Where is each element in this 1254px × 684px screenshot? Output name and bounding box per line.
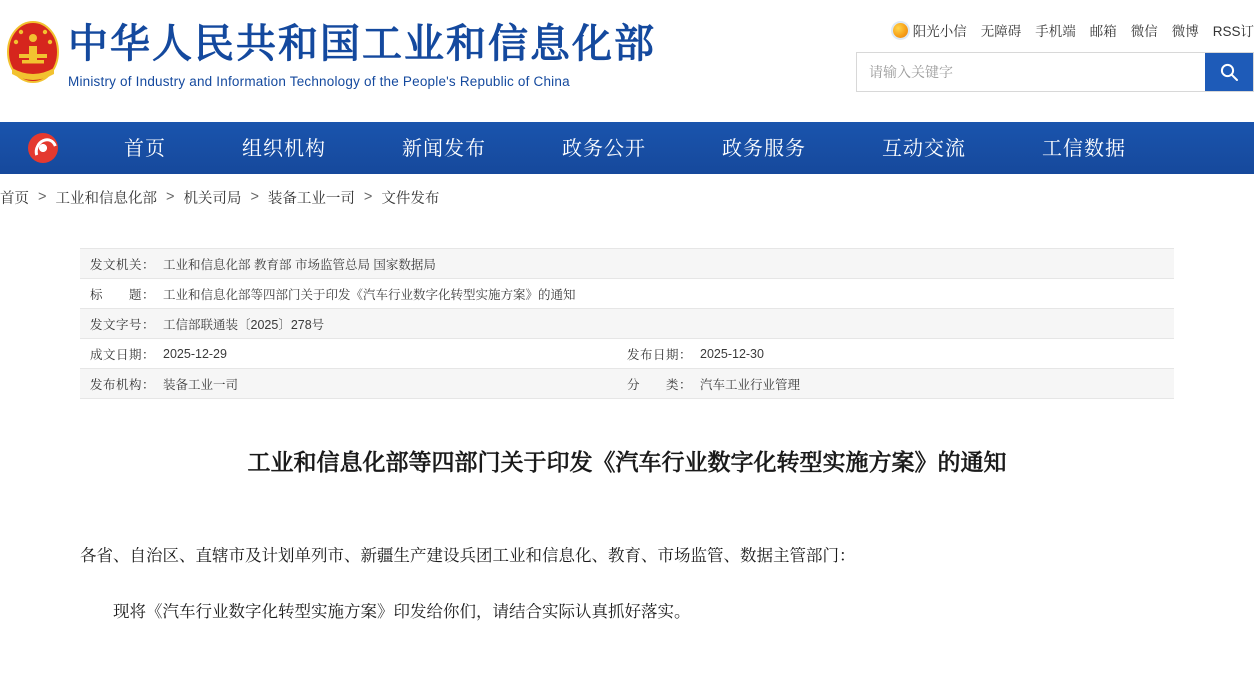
national-emblem-icon: [6, 18, 60, 90]
breadcrumb-separator: >: [250, 189, 259, 205]
metadata-row-document-number: [80, 309, 1174, 339]
site-title-block: [68, 18, 656, 89]
main-nav: [0, 122, 1254, 174]
site-title-cn: 中华人民共和国工业和信息化部: [68, 21, 656, 67]
metadata-label: 发文机关：: [90, 257, 156, 272]
nav-item-news[interactable]: 新闻发布: [402, 136, 486, 160]
search-bar: [856, 52, 1254, 92]
breadcrumb-item-equipment-dept[interactable]: 装备工业一司: [267, 190, 355, 207]
metadata-value: 工业和信息化部 教育部 市场监管总局 国家数据局: [163, 257, 436, 272]
metadata-row-title: [80, 279, 1174, 309]
nav-item-home[interactable]: 首页: [124, 136, 166, 160]
utility-item-weibo[interactable]: 微博: [1171, 24, 1199, 39]
search-icon: [1219, 62, 1239, 82]
site-title-en: Ministry of Industry and Information Technology of the People's Republic of China: [68, 74, 570, 89]
nav-item-data[interactable]: 工信数据: [1042, 136, 1126, 160]
metadata-label: 分 类：: [627, 377, 693, 392]
metadata-row-dates: [80, 339, 1174, 369]
search-button[interactable]: [1205, 53, 1253, 91]
breadcrumb-item-miit[interactable]: 工业和信息化部: [55, 190, 157, 207]
metadata-value: 装备工业一司: [163, 377, 239, 392]
nav-item-government-services[interactable]: 政务服务: [722, 136, 806, 160]
metadata-label: 成文日期：: [90, 347, 156, 362]
nav-item-list: [86, 122, 1254, 174]
metadata-value: 2025-12-30: [700, 346, 764, 361]
metadata-value: 工信部联通装〔2025〕278号: [163, 317, 325, 332]
metadata-value: 工业和信息化部等四部门关于印发《汽车行业数字化转型实施方案》的通知: [163, 287, 576, 302]
metadata-cell-drafting-date: [90, 345, 627, 363]
metadata-cell-category: [627, 375, 1164, 393]
utility-item-sunshine[interactable]: [893, 20, 967, 40]
document-metadata-table: [80, 248, 1174, 399]
sun-assistant-icon: [893, 23, 908, 38]
metadata-label: 发布机构：: [90, 377, 156, 392]
article-paragraph: 各省、自治区、直辖市及计划单列市、新疆生产建设兵团工业和信息化、教育、市场监管、数据主管部门：: [80, 546, 856, 565]
page-title: 工业和信息化部等四部门关于印发《汽车行业数字化转型实施方案》的通知: [247, 450, 1007, 476]
metadata-value: 汽车工业行业管理: [700, 377, 801, 392]
article-body: [80, 539, 1174, 629]
search-input[interactable]: [857, 53, 1205, 91]
utility-item-mobile[interactable]: 手机端: [1035, 24, 1076, 39]
breadcrumb-separator: >: [165, 189, 175, 205]
metadata-label: 发文字号：: [90, 317, 156, 332]
breadcrumb-item-documents[interactable]: 文件发布: [381, 190, 440, 207]
breadcrumb-item-home[interactable]: 首页: [0, 190, 29, 207]
miit-swirl-logo-icon: [0, 133, 86, 163]
main-content: [0, 248, 1254, 629]
utility-item-rss[interactable]: RSS订: [1212, 24, 1254, 39]
nav-item-government-affairs[interactable]: 政务公开: [562, 136, 646, 160]
breadcrumb-item-departments[interactable]: 机关司局: [183, 190, 242, 207]
site-header: [0, 0, 1254, 122]
utility-item-mail[interactable]: 邮箱: [1089, 24, 1117, 39]
utility-item-accessibility[interactable]: 无障碍: [980, 24, 1022, 39]
metadata-cell-publishing-agency: [90, 375, 627, 393]
utility-links: [893, 20, 1254, 40]
metadata-label: 标 题：: [90, 287, 156, 302]
metadata-cell-publish-date: [627, 345, 1164, 363]
utility-item-label: 阳光小信: [912, 24, 967, 39]
metadata-value: 2025-12-29: [163, 346, 227, 361]
breadcrumb: [0, 174, 1254, 220]
metadata-row-agency-category: [80, 369, 1174, 399]
nav-item-organization[interactable]: 组织机构: [242, 136, 326, 160]
article-paragraph: 现将《汽车行业数字化转型实施方案》印发给你们，请结合实际认真抓好落实。: [113, 602, 691, 621]
breadcrumb-separator: >: [363, 189, 373, 205]
metadata-row-issuing-agency: [80, 249, 1174, 279]
breadcrumb-separator: >: [38, 189, 47, 205]
utility-item-wechat[interactable]: 微信: [1130, 24, 1158, 39]
nav-item-interaction[interactable]: 互动交流: [882, 136, 966, 160]
metadata-label: 发布日期：: [627, 347, 693, 362]
